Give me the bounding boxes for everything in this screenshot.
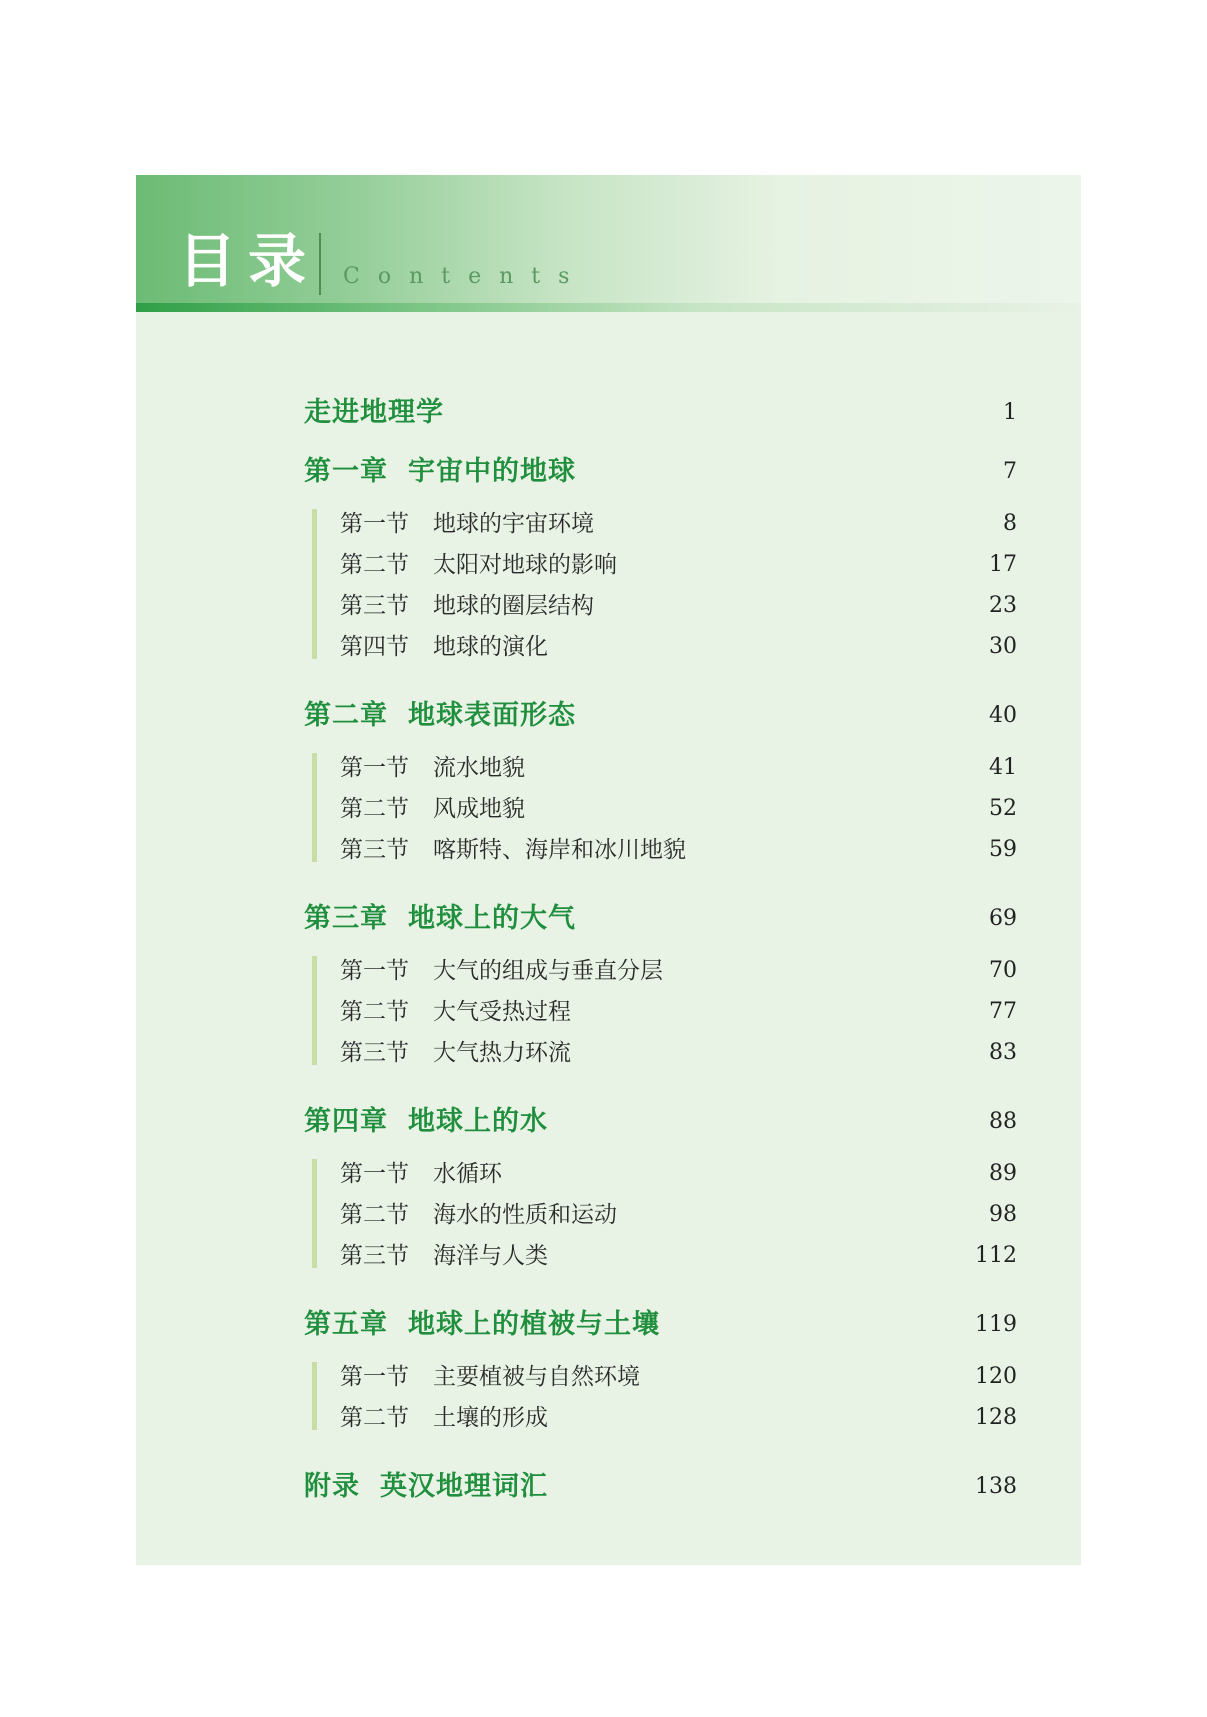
section-title: 第一节 地球的宇宙环境 [340, 511, 594, 537]
section-title: 第三节 海洋与人类 [340, 1243, 548, 1269]
toc-entry-section[interactable] [304, 1154, 1017, 1194]
toc-entry-section[interactable] [304, 504, 1017, 544]
section-title: 第二节 太阳对地球的影响 [340, 552, 617, 578]
section-title: 第一节 主要植被与自然环境 [340, 1364, 640, 1390]
section-title: 第三节 大气热力环流 [340, 1040, 571, 1066]
chapter-title: 附录 英汉地理词汇 [304, 1471, 548, 1502]
page-number: 119 [975, 1312, 1017, 1337]
toc-entry-section[interactable] [304, 951, 1017, 991]
toc-entry-section[interactable] [304, 1195, 1017, 1235]
page-number: 17 [989, 552, 1017, 577]
section-title: 第二节 大气受热过程 [340, 999, 571, 1025]
page-number: 112 [975, 1243, 1017, 1268]
section-title: 第二节 海水的性质和运动 [340, 1202, 617, 1228]
section-title: 第一节 水循环 [340, 1161, 502, 1187]
toc-entry-chapter-4[interactable] [304, 1102, 1017, 1142]
chapter-title: 第一章 宇宙中的地球 [304, 456, 576, 487]
page-number: 77 [989, 999, 1017, 1024]
page-number: 70 [989, 958, 1017, 983]
section-title: 第四节 地球的演化 [340, 634, 548, 660]
section-title: 第三节 喀斯特、海岸和冰川地貌 [340, 837, 686, 863]
chapter-title: 走进地理学 [304, 397, 444, 428]
section-title: 第一节 大气的组成与垂直分层 [340, 958, 663, 984]
page-number: 83 [989, 1040, 1017, 1065]
page-number: 120 [975, 1364, 1017, 1389]
page-number: 41 [989, 755, 1017, 780]
toc-entry-section[interactable] [304, 1398, 1017, 1438]
page-number: 88 [989, 1109, 1017, 1134]
chapter-title: 第三章 地球上的大气 [304, 903, 576, 934]
toc-entry-chapter-1[interactable] [304, 452, 1017, 492]
toc-entry-section[interactable] [304, 830, 1017, 870]
toc-entry-section[interactable] [304, 748, 1017, 788]
page-number: 23 [989, 593, 1017, 618]
page-number: 69 [989, 906, 1017, 931]
toc-entry-appendix[interactable] [304, 1467, 1017, 1507]
page-number: 30 [989, 634, 1017, 659]
page-number: 1 [1003, 400, 1017, 425]
contents-panel [136, 175, 1081, 1565]
page-number: 52 [989, 796, 1017, 821]
toc-entry-section[interactable] [304, 1236, 1017, 1276]
page-number: 89 [989, 1161, 1017, 1186]
chapter-title: 第四章 地球上的水 [304, 1106, 548, 1137]
page-number: 128 [975, 1405, 1017, 1430]
toc-entry-section[interactable] [304, 586, 1017, 626]
toc-entry-chapter-5[interactable] [304, 1305, 1017, 1345]
toc-entry-chapter-3[interactable] [304, 899, 1017, 939]
section-title: 第一节 流水地貌 [340, 755, 525, 781]
toc-entry-section[interactable] [304, 627, 1017, 667]
chapter-title: 第五章 地球上的植被与土壤 [304, 1309, 660, 1340]
page-number: 40 [989, 703, 1017, 728]
page-number: 59 [989, 837, 1017, 862]
page-number: 138 [975, 1474, 1017, 1499]
section-title: 第三节 地球的圈层结构 [340, 593, 594, 619]
page-number: 7 [1003, 459, 1017, 484]
toc-entry-section[interactable] [304, 545, 1017, 585]
table-of-contents [136, 175, 1081, 1565]
toc-entry-chapter-2[interactable] [304, 696, 1017, 736]
toc-entry-section[interactable] [304, 789, 1017, 829]
toc-entry-section[interactable] [304, 1033, 1017, 1073]
section-title: 第二节 风成地貌 [340, 796, 525, 822]
toc-entry-section[interactable] [304, 1357, 1017, 1397]
toc-entry-intro[interactable] [304, 393, 1017, 433]
chapter-title: 第二章 地球表面形态 [304, 700, 576, 731]
page-title: 目录 [178, 227, 319, 295]
page-number: 98 [989, 1202, 1017, 1227]
page-number: 8 [1003, 511, 1017, 536]
toc-entry-section[interactable] [304, 992, 1017, 1032]
section-title: 第二节 土壤的形成 [340, 1405, 548, 1431]
page-subtitle: Contents [343, 264, 588, 289]
